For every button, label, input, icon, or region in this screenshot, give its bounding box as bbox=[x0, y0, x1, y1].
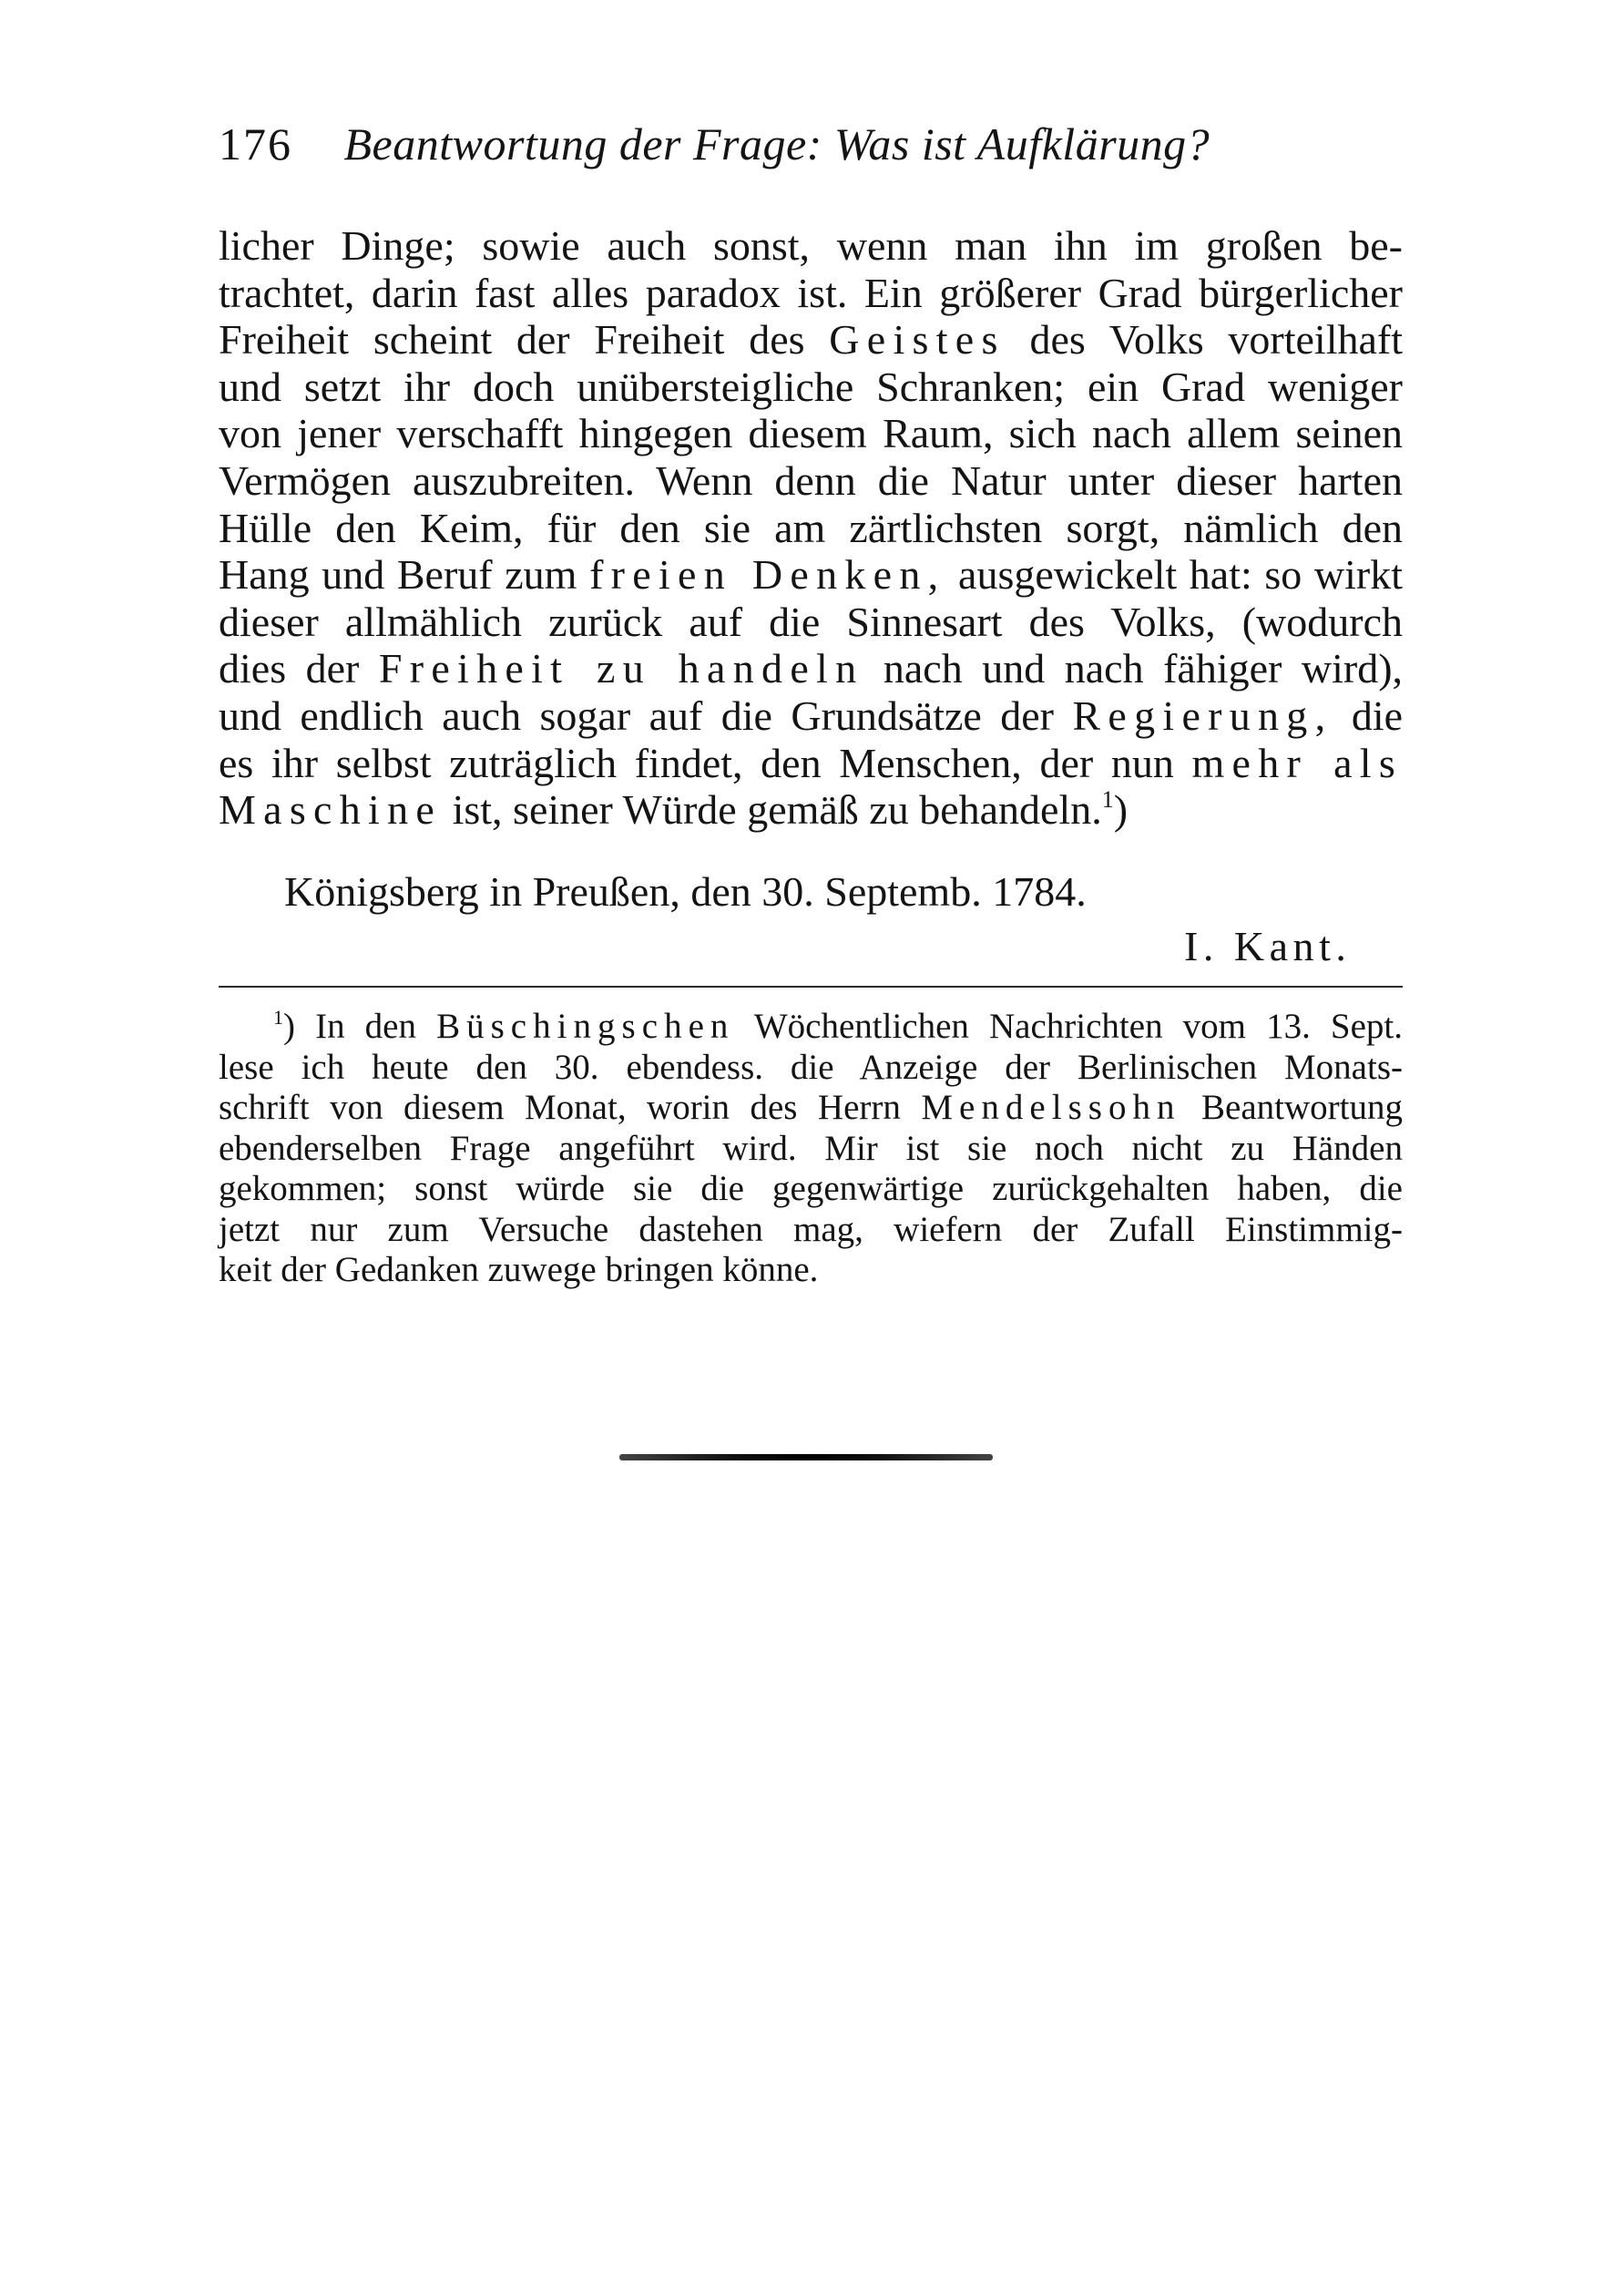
running-title: Beantwortung der Frage: Was ist Aufklärung? bbox=[343, 118, 1210, 169]
spaced-emphasis: Mendelssohn bbox=[921, 1088, 1181, 1127]
text-run: ist, seiner Würde gemäß zu behandeln. bbox=[452, 786, 1102, 834]
footnote-marker: 1 bbox=[273, 1006, 283, 1029]
footnote-line bbox=[219, 1007, 1403, 1048]
text-line bbox=[219, 551, 1403, 599]
text-run: es ihr selbst zuträglich findet, den Menschen, der nun bbox=[219, 739, 1174, 786]
text-line bbox=[219, 692, 1403, 740]
text-run: und endlich auch sogar auf die Grundsätze der bbox=[219, 692, 1055, 739]
text-line: und setzt ihr doch unübersteigliche Schranken; ein Grad weniger bbox=[219, 363, 1403, 410]
spaced-emphasis: freien Denken, bbox=[589, 551, 946, 599]
text-run: die bbox=[1351, 692, 1404, 739]
text-line: trachtet, darin fast alles paradox ist. Ein größerer Grad bürgerlicher bbox=[219, 269, 1403, 316]
text-run: des Volks vorteilhaft bbox=[1029, 316, 1404, 364]
spaced-emphasis: Büschingschen bbox=[436, 1007, 735, 1046]
text-line bbox=[219, 645, 1403, 692]
text-line bbox=[219, 740, 1403, 787]
footnote bbox=[219, 1007, 1403, 1291]
text-run: Beantwortung bbox=[1201, 1088, 1403, 1127]
footnote-separator bbox=[219, 986, 1403, 988]
text-line bbox=[219, 316, 1403, 364]
text-run: ausgewickelt hat: so wirkt bbox=[958, 551, 1404, 599]
text-run: nach und nach fähiger wird), bbox=[883, 645, 1404, 692]
text-run: ) In den bbox=[283, 1007, 416, 1046]
footnote-line: lese ich heute den 30. ebendess. die Anzeige der Berlinischen Monats- bbox=[219, 1047, 1403, 1087]
text-line: licher Dinge; sowie auch sonst, wenn man ihn im großen be- bbox=[219, 222, 1403, 269]
text-line: Vermögen auszubreiten. Wenn denn die Natur unter dieser harten bbox=[219, 456, 1403, 504]
text-run: Freiheit scheint der Freiheit des bbox=[219, 316, 805, 364]
footnote-line: jetzt nur zum Versuche dastehen mag, wiefern der Zufall Einstimmig- bbox=[219, 1209, 1403, 1249]
text-line bbox=[219, 786, 1403, 834]
footnote-line: keit der Gedanken zuwege bringen könne. bbox=[219, 1250, 819, 1289]
text-run: Wöchentlichen Nachrichten vom 13. Sept. bbox=[753, 1007, 1404, 1046]
page-number: 176 bbox=[219, 118, 292, 169]
text-run: dies der bbox=[219, 645, 360, 692]
body-text bbox=[219, 222, 1403, 834]
running-header bbox=[219, 117, 1403, 171]
signature bbox=[1184, 922, 1351, 971]
spaced-emphasis: Freiheit zu handeln bbox=[378, 645, 864, 692]
footnote-reference: 1 bbox=[1101, 786, 1114, 814]
text-run: schrift von diesem Monat, worin des Herrn bbox=[219, 1088, 901, 1127]
text-line: Hülle den Keim, für den sie am zärtlichsten sorgt, nämlich den bbox=[219, 504, 1403, 551]
footnote-line bbox=[219, 1088, 1403, 1129]
footnote-line: gekommen; sonst würde sie die gegenwärtige zurückgehalten haben, die bbox=[219, 1169, 1403, 1208]
end-ornament-rule bbox=[619, 1454, 993, 1460]
text-line: von jener verschafft hingegen diesem Raum, sich nach allem seinen bbox=[219, 410, 1403, 457]
spaced-emphasis: Maschine bbox=[219, 786, 443, 834]
signature-text: I. Kant. bbox=[1184, 923, 1352, 969]
text-line: dieser allmählich zurück auf die Sinnesart des Volks, (wodurch bbox=[219, 598, 1403, 645]
dateline: Königsberg in Preußen, den 30. Septemb. 1784. bbox=[284, 868, 1087, 915]
spaced-emphasis: mehr als bbox=[1191, 739, 1404, 786]
footnote-line: ebenderselben Frage angeführt wird. Mir ist sie noch nicht zu Händen bbox=[219, 1128, 1403, 1168]
spaced-emphasis: Regierung, bbox=[1072, 692, 1333, 739]
text-run: Hang und Beruf zum bbox=[219, 551, 577, 599]
text-run: ) bbox=[1113, 786, 1129, 834]
spaced-emphasis: Geistes bbox=[829, 316, 1006, 364]
